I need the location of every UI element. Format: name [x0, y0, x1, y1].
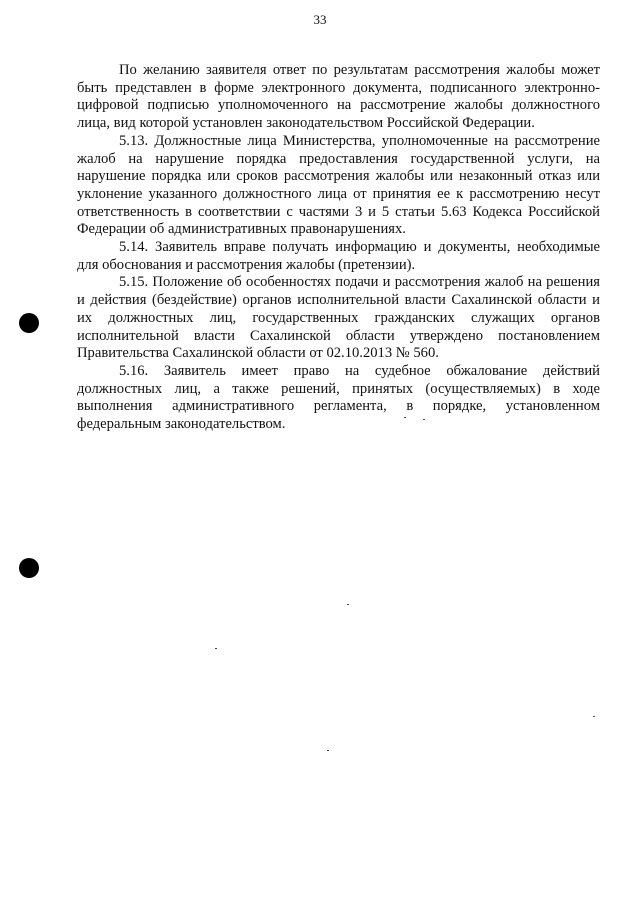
paragraph-5-13: 5.13. Должностные лица Министерства, уполномоченные на рассмотрение жалоб на нарушение порядка предоставления государственной услуги, на нарушение порядка или сроков рассмотрения жалобы или незаконный отказ или уклонение указанного должностного лица от принятия ее к рассмотрению несут ответственность в соответствии с частями 3 и 5 статьи 5.63 Кодекса Российской Федерации об административных правонарушениях.	[77, 132, 600, 238]
page-number: 33	[313, 12, 327, 27]
paragraph-5-16: 5.16. Заявитель имеет право на судебное обжалование действий должностных лиц, а также решений, принятых (осуществляемых) в ходе выполнения административного регламента, в порядке, установленном федеральным законодательством.	[77, 362, 600, 433]
scan-speck	[215, 648, 217, 649]
binder-hole-mark	[19, 313, 39, 333]
document-body	[77, 62, 600, 434]
paragraph-response-form: По желанию заявителя ответ по результатам рассмотрения жалобы может быть представлен в форме электронного документа, подписанного электронно-цифровой подписью уполномоченного на рассмотрение жалобы должностного лица, вид которой установлен законодательством Российской Федерации.	[77, 62, 600, 132]
scan-speck	[347, 604, 349, 605]
scan-speck	[404, 417, 406, 418]
paragraph-5-15: 5.15. Положение об особенностях подачи и рассмотрения жалоб на решения и действия (бездействие) органов исполнительной власти Сахалинской области и их должностных лиц, государственных гражданских служащих органов исполнительной власти Сахалинской области утверждено постановлением Правительства Сахалинской области от 02.10.2013 № 560.	[77, 274, 600, 362]
scan-speck	[593, 716, 595, 717]
scan-speck	[423, 419, 425, 420]
binder-hole-mark	[19, 558, 39, 578]
scan-speck	[327, 750, 329, 751]
paragraph-5-14: 5.14. Заявитель вправе получать информацию и документы, необходимые для обоснования и рассмотрения жалобы (претензии).	[77, 239, 600, 273]
